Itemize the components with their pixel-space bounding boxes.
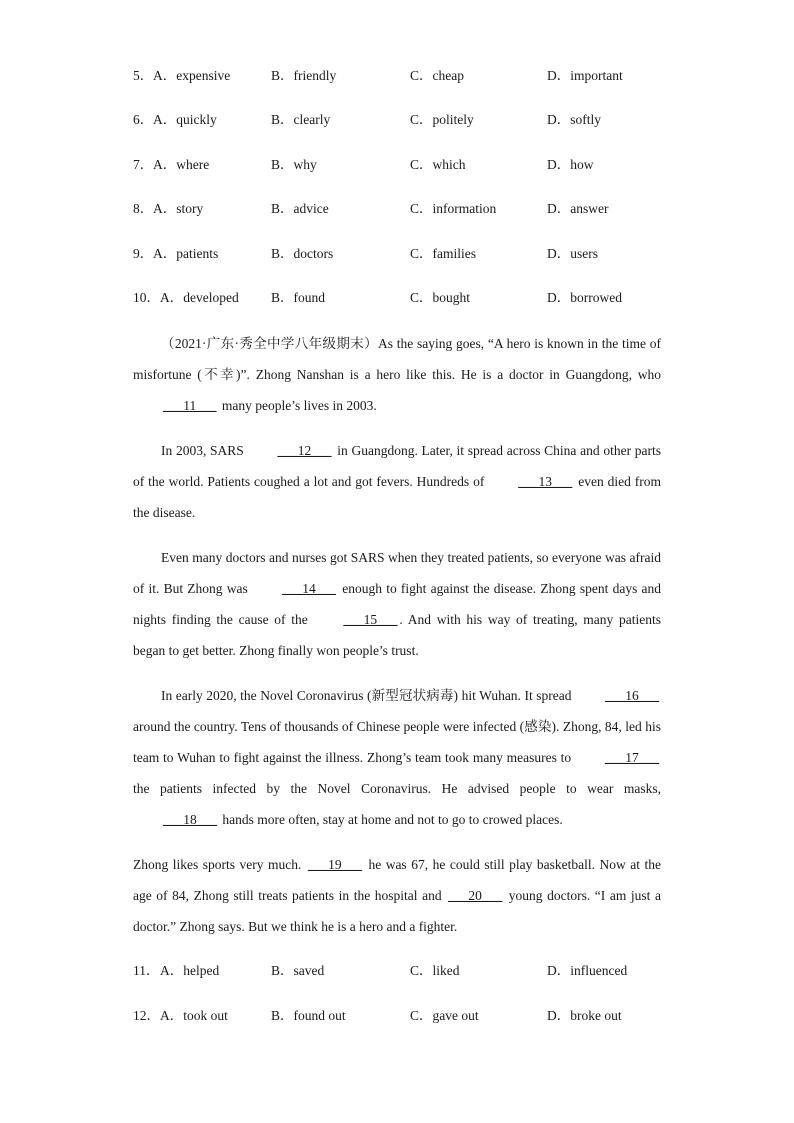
option-d: D．softly: [547, 112, 601, 127]
question-number: 11．: [133, 963, 160, 978]
option-d: D．users: [547, 246, 598, 261]
option-c: C．politely: [410, 112, 474, 127]
option-a: A．expensive: [153, 68, 231, 83]
question-number: 9．: [133, 246, 154, 261]
option-c: C．liked: [410, 963, 460, 978]
option-c: C．information: [410, 201, 497, 216]
paragraph-text: As the saying goes, “A hero is known in the time of misfortune (不幸)”. Zhong Nanshan is a hero like this. He is a doctor in Guangdong, who: [133, 336, 661, 382]
option-d: D．how: [547, 157, 594, 172]
blank-13[interactable]: ___13___: [518, 474, 573, 489]
passage-paragraph: [133, 849, 661, 942]
question-number: 6．: [133, 112, 154, 127]
option-b: B．friendly: [271, 68, 337, 83]
passage-paragraph: [133, 435, 661, 528]
option-a: A．story: [153, 201, 204, 216]
option-c: C．cheap: [410, 68, 464, 83]
question-number: 8．: [133, 201, 154, 216]
paragraph-text: Even many doctors and nurses got SARS when they treated patients, so everyone was afraid of it. But Zhong was: [133, 550, 661, 596]
paragraph-text: around the country. Tens of thousands of Chinese people were infected (感染). Zhong, 84, led his team to Wuhan to fight against the illness. Zhong’s team took many measures to: [133, 719, 661, 765]
question-row: [133, 65, 673, 87]
paragraph-text: he was 67, he could still play basketball. Now at the age of 84, Zhong still treats patients in the hospital and: [133, 857, 662, 903]
paragraph-text: hands more often, stay at home and not to go to crowed places.: [222, 812, 563, 827]
blank-15[interactable]: ___15___: [343, 612, 398, 627]
option-d: D．broke out: [547, 1008, 622, 1023]
question-number: 7．: [133, 157, 154, 172]
paragraph-text: in Guangdong. Later, it spread across China and other parts of the world. Patients coughed a lot and got fevers. Hundreds of: [133, 443, 662, 489]
question-number: 12．: [133, 1008, 160, 1023]
blank-11[interactable]: ___11___: [163, 398, 217, 413]
option-d: D．answer: [547, 201, 609, 216]
question-number: 10．: [133, 290, 160, 305]
blank-20[interactable]: ___20___: [448, 888, 503, 903]
source-note: （2021·广东·秀全中学八年级期末）: [161, 336, 378, 351]
option-d: D．influenced: [547, 963, 628, 978]
option-b: B．clearly: [271, 112, 331, 127]
blank-14[interactable]: ___14___: [282, 581, 336, 596]
option-b: B．why: [271, 157, 317, 172]
option-a: A．quickly: [153, 112, 217, 127]
option-a: A．where: [153, 157, 210, 172]
blank-19[interactable]: ___19___: [307, 857, 362, 872]
question-row: [133, 960, 673, 982]
paragraph-text: the patients infected by the Novel Coronavirus. He advised people to wear masks,: [133, 781, 661, 796]
question-row: [133, 154, 673, 176]
question-row: [133, 109, 673, 131]
option-d: D．important: [547, 68, 623, 83]
blank-17[interactable]: ___17___: [605, 750, 659, 765]
option-b: B．found: [271, 290, 325, 305]
paragraph-text: In early 2020, the Novel Coronavirus (新型冠状病毒) hit Wuhan. It spread: [161, 688, 572, 703]
option-a: A．developed: [160, 290, 239, 305]
option-b: B．found out: [271, 1008, 346, 1023]
option-c: C．bought: [410, 290, 471, 305]
option-c: C．families: [410, 246, 476, 261]
question-row: [133, 198, 673, 220]
option-b: B．saved: [271, 963, 325, 978]
paragraph-text: Zhong likes sports very much.: [133, 857, 302, 872]
blank-12[interactable]: ___12___: [277, 443, 332, 458]
paragraph-text: many people’s lives in 2003.: [221, 398, 377, 413]
paragraph-text: young doctors. “I am just a doctor.” Zhong says. But we think he is a hero and a fighter.: [133, 888, 661, 934]
option-c: C．which: [410, 157, 466, 172]
paragraph-text: even died from the disease.: [133, 474, 662, 520]
option-c: C．gave out: [410, 1008, 479, 1023]
paragraph-text: In 2003, SARS: [161, 443, 244, 458]
passage-paragraph: [133, 542, 661, 666]
option-a: A．took out: [160, 1008, 228, 1023]
paragraph-text: . And with his way of treating, many patients began to get better. Zhong finally won people’s trust.: [133, 612, 661, 658]
option-a: A．helped: [160, 963, 220, 978]
option-b: B．doctors: [271, 246, 334, 261]
question-row: [133, 243, 673, 265]
question-row: [133, 1005, 673, 1027]
passage-paragraph: [133, 680, 661, 835]
blank-16[interactable]: ___16___: [605, 688, 660, 703]
blank-18[interactable]: ___18___: [163, 812, 217, 827]
option-a: A．patients: [153, 246, 219, 261]
paragraph-text: enough to fight against the disease. Zhong spent days and nights finding the cause of the: [133, 581, 662, 627]
question-number: 5．: [133, 68, 154, 83]
question-row: [133, 287, 673, 309]
option-d: D．borrowed: [547, 290, 622, 305]
option-b: B．advice: [271, 201, 329, 216]
passage-paragraph: [133, 328, 661, 421]
